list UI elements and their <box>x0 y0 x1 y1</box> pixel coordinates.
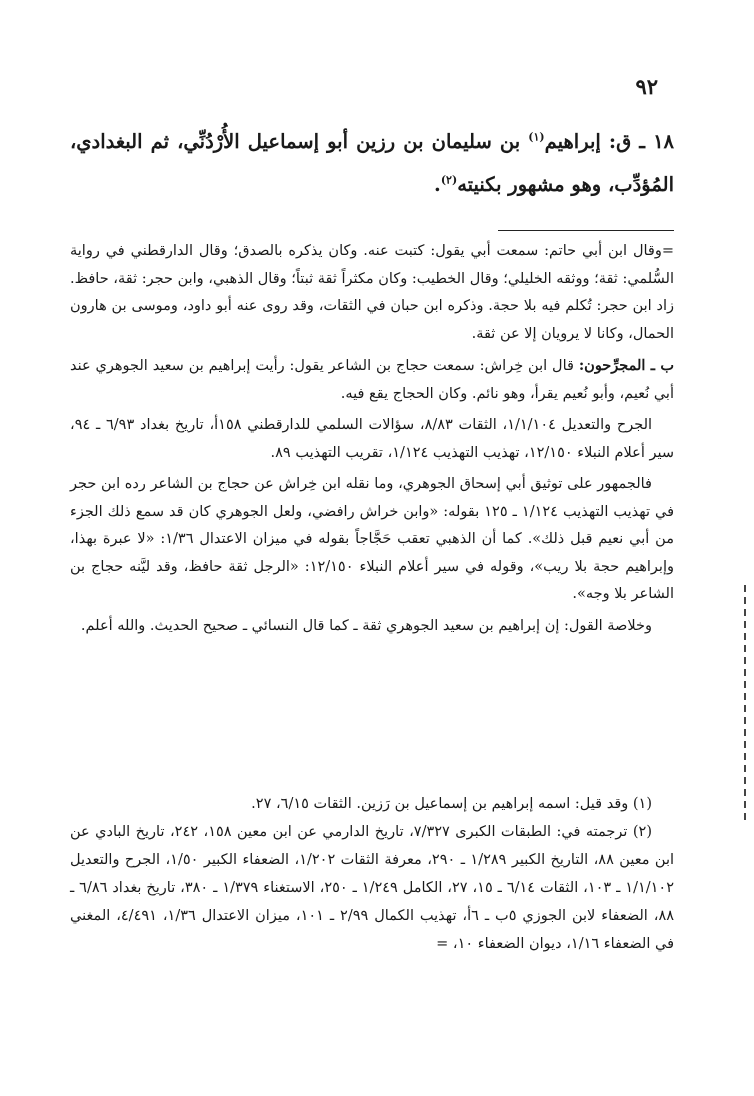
notes-divider <box>498 230 674 231</box>
conclusion-paragraph: وخلاصة القول: إن إبراهيم بن سعيد الجوهري ثقة ـ كما قال النسائي ـ صحيح الحديث. والله أعلم. <box>80 617 652 634</box>
sources-paragraph: الجرح والتعديل ١/١/١٠٤، الثقات ٨/٨٣، سؤالات السلمي للدارقطني ١٥٨أ، تاريخ بغداد ٦/٩٣ ـ ٩٤، سير أعلام النبلاء ١٢/١٥٠، تهذيب التهذيب ١/١٢٤، تقريب التهذيب ٨٩. <box>70 417 674 461</box>
footnote-ref-2: (٢) <box>440 173 458 187</box>
footnote-1: (١) وقد قيل: اسمه إبراهيم بن إسماعيل بن رَزين. الثقات ٦/١٥، ٢٧. <box>251 796 652 812</box>
section-b-label: ب ـ المجرِّحون: <box>578 357 674 374</box>
entry-name-rest: بن سليمان بن رزين أبو إسماعيل الأُرْدُنِّي، ثم البغدادي، المُؤدِّب، وهو مشهور بكنيته <box>70 130 674 196</box>
footnotes-section <box>70 790 674 958</box>
scan-edge-mark <box>744 585 746 820</box>
section-b-paragraph <box>70 352 674 408</box>
notes-section <box>70 238 674 644</box>
footnote-2: (٢) ترجمته في: الطبقات الكبرى ٧/٣٢٧، تاريخ الدارمي عن ابن معين ١٥٨، ٢٤٢، تاريخ البادي عن ابن معين ٨٨، التاريخ الكبير ١/٢٨٩ ـ ٢٩٠، معرفة الثقات ١/٢٠٢، الضعفاء الكبير ١/٥٠، الجرح والتعديل ١/١/١٠٢ ـ ١٠٣، الثقات ٦/١٤ ـ ١٥، ٢٧، الكامل ١/٢٤٩ ـ ٢٥٠، الاستغناء ١/٣٧٩ ـ ٣٨٠، تاريخ بغداد ٦/٨٦ ـ ٨٨، الضعفاء لابن الجوزي ٥ب ـ ٦أ، تهذيب الكمال ٢/٩٩ ـ ١٠١، ميزان الاعتدال ١/٣٦، ٤/٤٩١، المغني في الضعفاء ١/١٦، ديوان الضعفاء ١٠، = <box>70 824 675 952</box>
footnote-ref-1: (١) <box>528 130 545 144</box>
analysis-paragraph: فالجمهور على توثيق أبي إسحاق الجوهري، وما نقله ابن خِراش عن حجاج بن الشاعر رده ابن حجر في تهذيب التهذيب ١/١٢٤ ـ ١٢٥ بقوله: «وابن خراش رافضي، ولعل الجوهري كان قد سمع ذلك الجزء من أبي نعيم قبل ذلك». كما أن الذهبي تعقب حَجَّاجاً بقوله في ميزان الاعتدال ١/٣٦: «لا عبرة بهذا، وإبراهيم حجة بلا ريب»، وقوله في سير أعلام النبلاء ١٢/١٥٠: «الرجل ثقة حافظ، وقد ليَّنه حجاج بن الشاعر بلا وجه». <box>70 476 675 602</box>
page-number: ٩٢ <box>635 74 658 99</box>
entry-end: . <box>434 173 441 196</box>
entry-number-name: ١٨ ـ ق: إبراهيم <box>544 130 675 153</box>
entry-heading <box>70 120 674 206</box>
section-b-text: قال ابن خِراش: سمعت حجاج بن الشاعر يقول: رأيت إبراهيم بن سعيد الجوهري عند أبي نُعيم، وأبو نُعيم يقرأ، وهو نائم. وكان الحجاج يقع فيه. <box>70 358 674 402</box>
notes-continuation: =وقال ابن أبي حاتم: سمعت أبي يقول: كتبت عنه. وكان يذكره بالصدق؛ وقال الدارقطني في رواية السُّلمي: ثقة؛ ووثقه الخليلي؛ وقال الخطيب: وكان مكثراً ثقة ثبتاً؛ وقال الذهبي، وابن حجر: ثقة، حافظ. زاد ابن حجر: تُكلم فيه بلا حجة. وذكره ابن حبان في الثقات، وقد روى عنه أبو داود، وموسى بن هارون الحمال، وكانا لا يرويان إلا عن ثقة. <box>70 243 674 342</box>
